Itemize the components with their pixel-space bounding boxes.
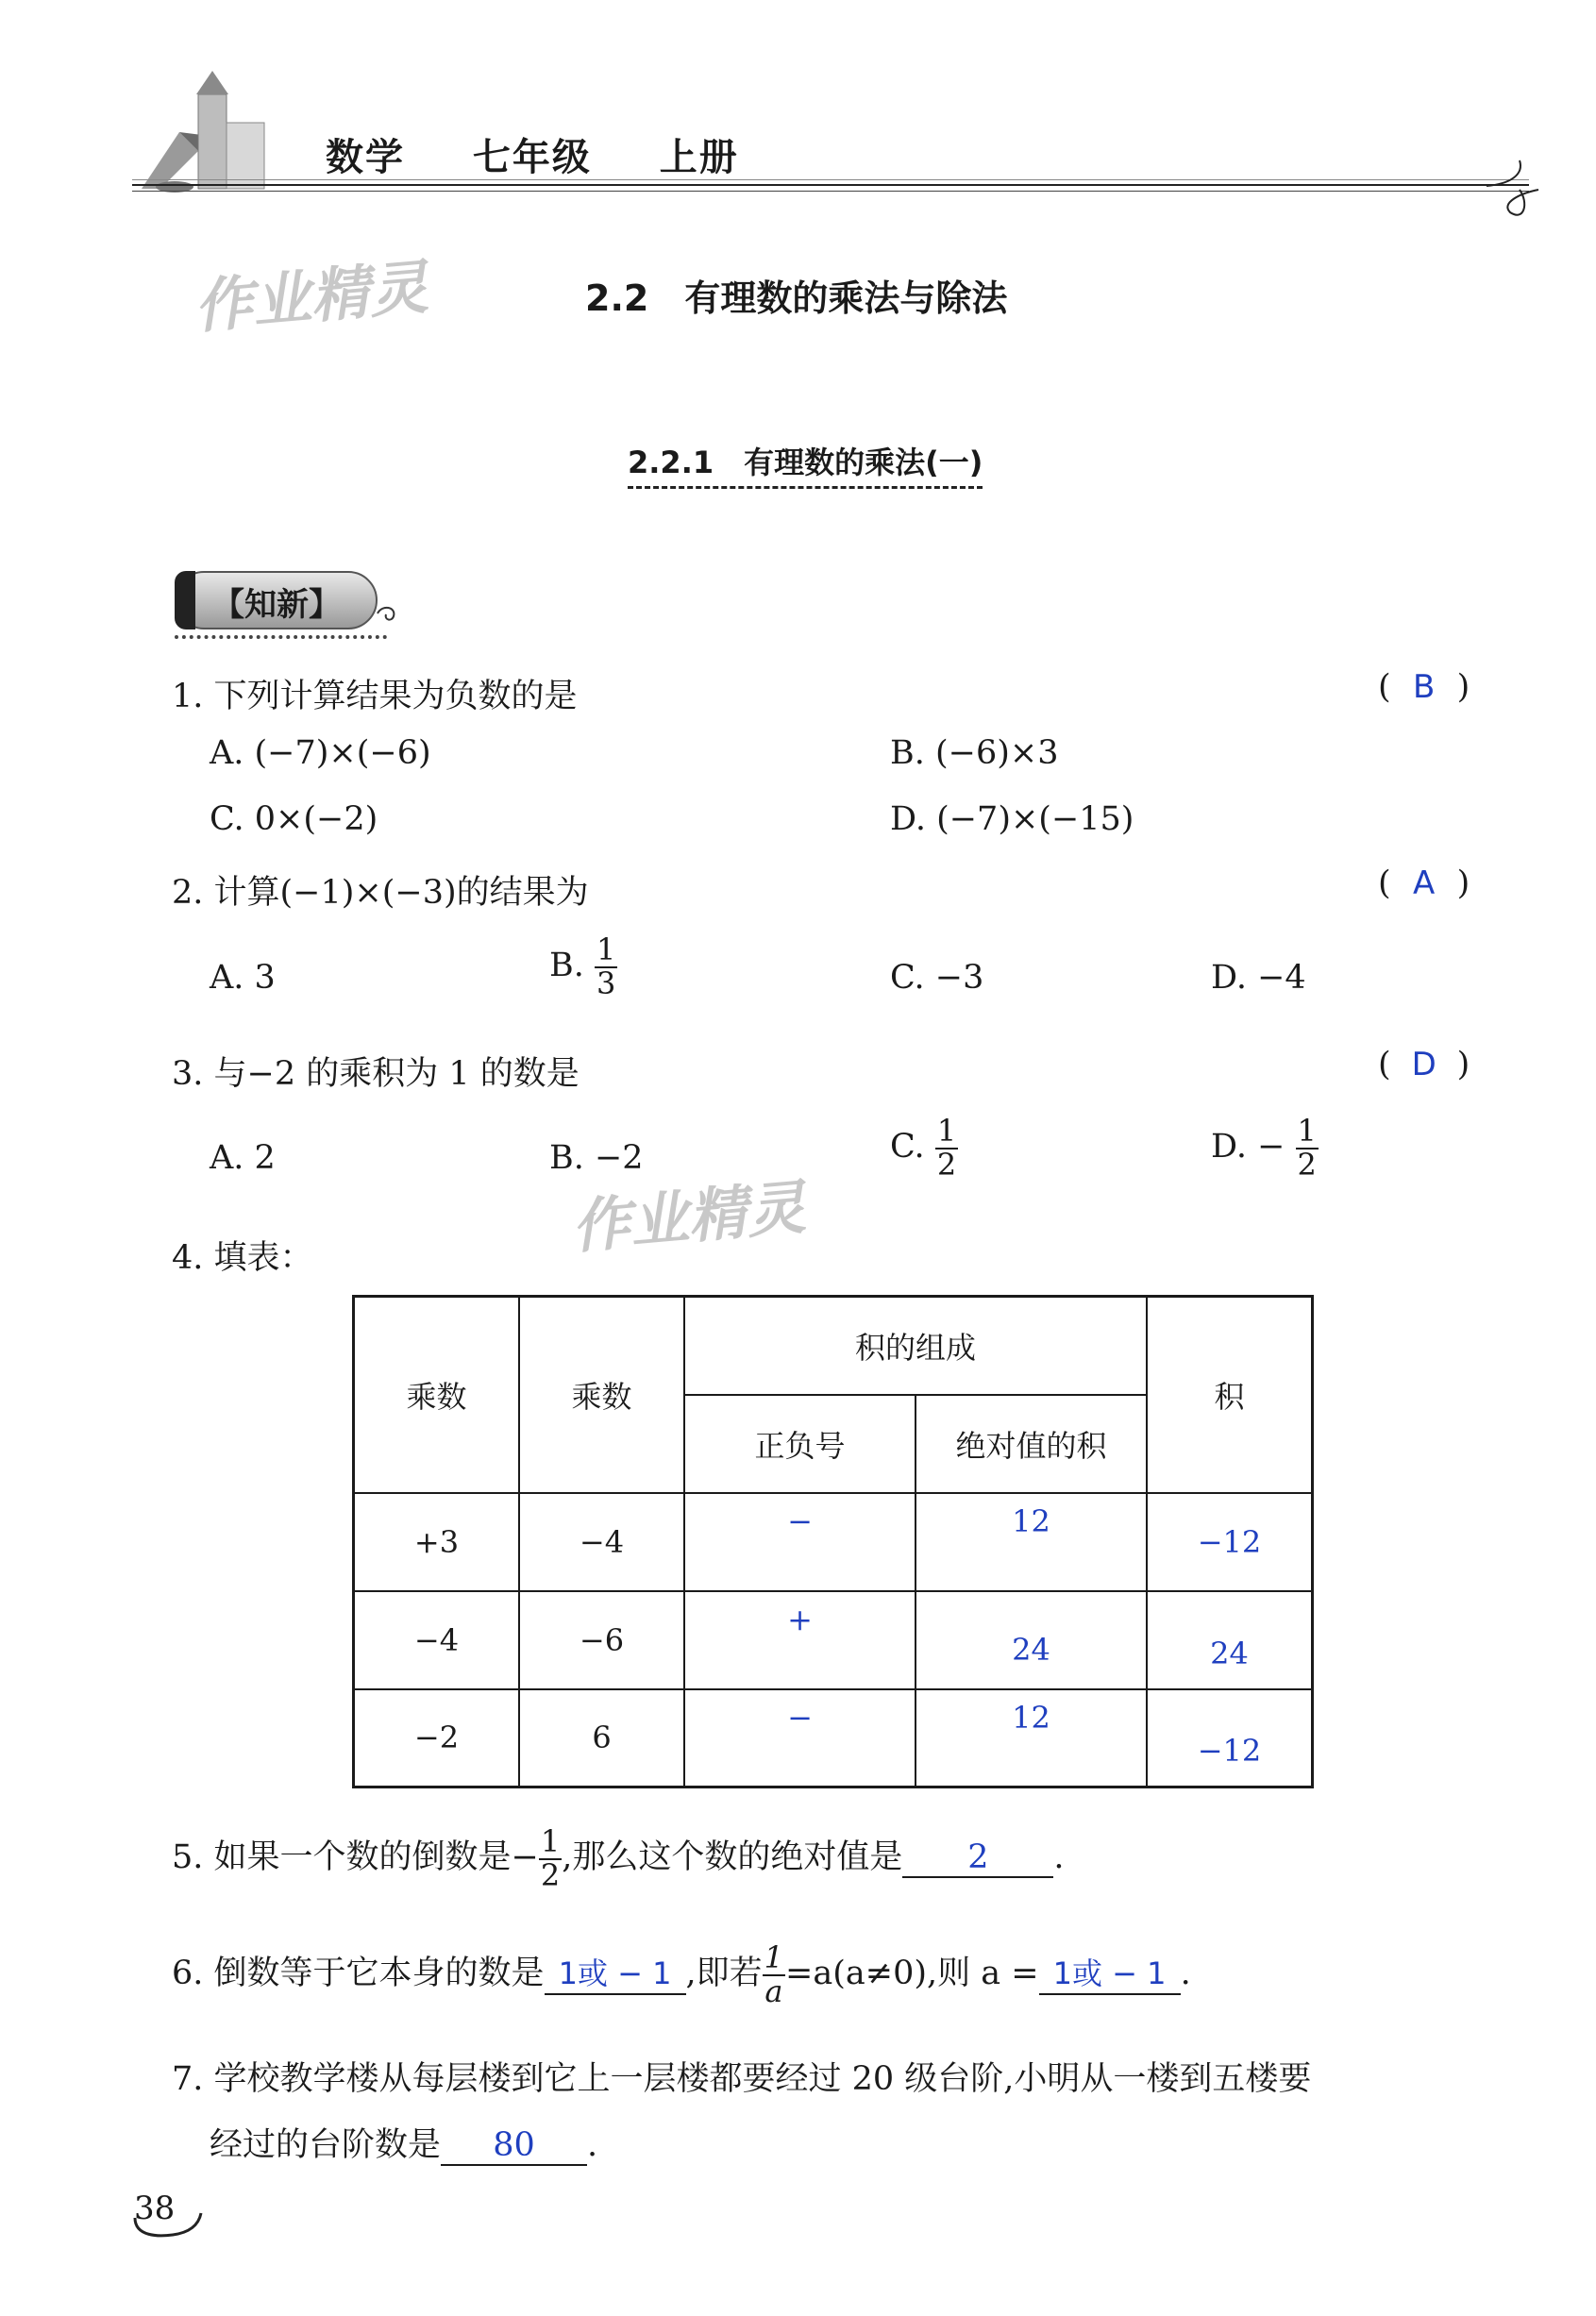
header-factor1: 乘数 — [354, 1297, 520, 1493]
fraction-numerator: 1 — [596, 931, 616, 967]
q3-answer-bracket: ( D ) — [1378, 1046, 1470, 1083]
cell-factor2: −6 — [519, 1591, 684, 1689]
q3-option-d-fraction — [1296, 1113, 1319, 1183]
header-logo-icon — [123, 66, 274, 198]
q2-option-d: D. −4 — [1211, 959, 1306, 997]
cell-factor1: −4 — [354, 1591, 520, 1689]
cell-product-answer: 24 — [1147, 1591, 1313, 1689]
q7-line2 — [210, 2119, 597, 2166]
badge-swirl-icon — [373, 599, 401, 628]
q3-option-a: A. 2 — [210, 1139, 276, 1177]
q7-period: . — [587, 2126, 598, 2164]
q3-option-c-fraction — [935, 1113, 958, 1183]
q1-option-b: B. (−6)×3 — [890, 734, 1059, 772]
q5-stem-start: 5. 如果一个数的倒数是− — [172, 1838, 539, 1877]
q2-answer-bracket: ( A ) — [1378, 864, 1470, 902]
badge-label: 【知新】 — [212, 586, 341, 624]
q1-option-a: A. (−7)×(−6) — [210, 734, 431, 772]
q3-option-d — [1211, 1113, 1319, 1183]
watermark: 作业精灵 — [191, 252, 431, 342]
q3-option-d-label: D. − — [1211, 1128, 1285, 1166]
cell-abs-answer: 12 — [916, 1493, 1147, 1591]
q1-answer-bracket: ( B ) — [1378, 668, 1470, 706]
page-number: 38 — [134, 2190, 176, 2227]
header-rule — [132, 191, 1529, 192]
q5-fraction — [539, 1823, 562, 1893]
table-row — [354, 1591, 1313, 1689]
q3-answer: D — [1411, 1046, 1436, 1083]
q6-stem-start: 6. 倒数等于它本身的数是 — [172, 1955, 545, 1993]
header-composition: 积的组成 — [684, 1297, 1147, 1395]
header-grade: 七年级 — [472, 135, 592, 179]
q2-answer: A — [1413, 864, 1436, 902]
fraction-denominator: 2 — [936, 1146, 957, 1183]
cell-sign-answer: − — [684, 1493, 916, 1591]
header-abs-product: 绝对值的积 — [916, 1395, 1147, 1493]
q3-option-c — [890, 1113, 958, 1183]
fraction-numerator: 1 — [764, 1939, 784, 1975]
cell-sign-answer: − — [684, 1689, 916, 1787]
cell-sign-answer: + — [684, 1591, 916, 1689]
subsection-title: 2.2.1 有理数的乘法(一) — [628, 439, 983, 489]
q6-fraction — [763, 1939, 785, 2009]
q1-option-c: C. 0×(−2) — [210, 800, 378, 838]
cell-factor1: −2 — [354, 1689, 520, 1787]
q1-answer: B — [1412, 668, 1436, 706]
header-subject: 数学 — [326, 135, 405, 179]
header-factor2: 乘数 — [519, 1297, 684, 1493]
q4-table — [352, 1295, 1314, 1788]
page-number-swirl-icon — [130, 2199, 206, 2241]
q5 — [172, 1823, 1065, 1893]
q2-option-a: A. 3 — [210, 959, 276, 997]
q2-option-b-fraction — [595, 931, 617, 1001]
q7-stem: 经过的台阶数是 — [210, 2126, 442, 2164]
q5-period: . — [1053, 1838, 1065, 1877]
q3-stem: 3. 与−2 的乘积为 1 的数是 — [172, 1055, 580, 1093]
watermark: 作业精灵 — [568, 1172, 809, 1262]
q3-option-c-label: C. — [890, 1128, 925, 1166]
q4-stem: 4. 填表： — [172, 1239, 313, 1277]
cell-abs-answer: 12 — [916, 1689, 1147, 1787]
cell-factor2: −4 — [519, 1493, 684, 1591]
fraction-denominator: a — [764, 1972, 783, 2009]
section-title: 2.2 有理数的乘法与除法 — [585, 277, 1008, 319]
cell-factor1: +3 — [354, 1493, 520, 1591]
q2-stem: 2. 计算(−1)×(−3)的结果为 — [172, 874, 589, 912]
header-product: 积 — [1147, 1297, 1313, 1493]
q3-option-b: B. −2 — [549, 1139, 644, 1177]
fraction-numerator: 1 — [936, 1113, 957, 1149]
q5-stem-end: ,那么这个数的绝对值是 — [562, 1838, 903, 1877]
header-flourish-icon — [1482, 156, 1548, 227]
cell-abs-answer: 24 — [916, 1591, 1147, 1689]
fraction-denominator: 3 — [596, 965, 616, 1001]
cell-product-answer: −12 — [1147, 1493, 1313, 1591]
q7-line1: 7. 学校教学楼从每层楼到它上一层楼都要经过 20 级台阶,小明从一楼到五楼要 — [172, 2060, 1312, 2098]
fraction-denominator: 2 — [540, 1856, 561, 1893]
q1-option-d: D. (−7)×(−15) — [890, 800, 1134, 838]
q7-answer-blank[interactable]: 80 — [441, 2126, 587, 2166]
fraction-numerator: 1 — [540, 1823, 561, 1859]
header-sign: 正负号 — [684, 1395, 916, 1493]
q2-option-c: C. −3 — [890, 959, 984, 997]
knowledge-badge — [175, 571, 392, 629]
header-volume: 上册 — [659, 135, 739, 179]
q6-condition: =a(a≠0),则 a = — [785, 1955, 1039, 1993]
header-rule — [132, 179, 1529, 180]
q6 — [172, 1939, 1191, 2009]
fraction-denominator: 2 — [1297, 1146, 1317, 1183]
cell-factor2: 6 — [519, 1689, 684, 1787]
q6-answer-blank-1[interactable]: 1或 − 1 — [545, 1950, 686, 1995]
table-row — [354, 1689, 1313, 1787]
q1-stem: 1. 下列计算结果为负数的是 — [172, 678, 578, 715]
q6-answer-blank-2[interactable]: 1或 − 1 — [1039, 1950, 1181, 1995]
q2-option-b-label: B. — [549, 947, 584, 985]
header-rule — [132, 184, 1529, 186]
header-title — [326, 127, 739, 181]
q6-period: . — [1180, 1955, 1191, 1993]
q5-answer-blank[interactable]: 2 — [902, 1838, 1053, 1878]
q6-stem-mid: ,即若 — [685, 1955, 763, 1993]
cell-product-answer: −12 — [1147, 1689, 1313, 1787]
fraction-numerator: 1 — [1297, 1113, 1317, 1149]
table-row — [354, 1493, 1313, 1591]
q2-option-b — [549, 931, 617, 1001]
